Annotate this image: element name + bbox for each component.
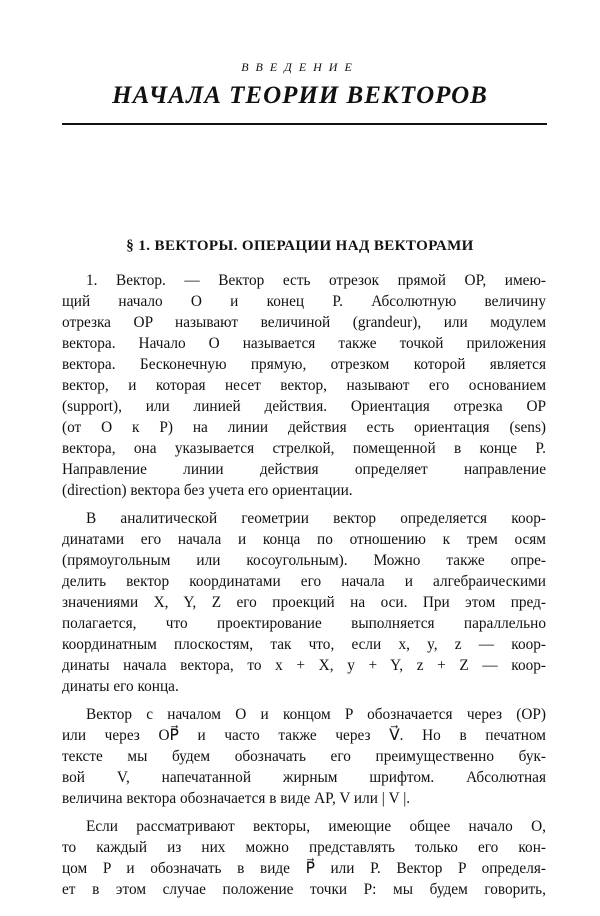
text-line: Направление линии действия определяет направление [62,461,546,478]
text-line: щий начало O и конец P. Абсолютную величину [62,293,546,310]
text-line: В аналитической геометрии вектор определяется коор- [86,510,546,527]
paragraph-4 [62,816,546,900]
text-line: вектор, и которая несет вектор, называют его основанием [62,377,546,394]
text-line: вой V, напечатанной жирным шрифтом. Абсолютная [62,769,546,786]
chapter-label: ВВЕДЕНИЕ [241,60,359,74]
text-line: вектора, она указывается стрелкой, помещенной в конце P. [62,440,546,457]
text-line: Если рассматривают векторы, имеющие общее начало O, [86,818,546,835]
text-line: (support), или линией действия. Ориентация отрезка OP [62,398,546,415]
text-line: делить вектор координатами его начала и алгебраическими [62,573,546,590]
text-line: динаты начала вектора, то x + X, y + Y, z + Z — коор- [62,657,546,674]
chapter-title: НАЧАЛА ТЕОРИИ ВЕКТОРОВ [112,82,488,109]
paragraph-1 [62,270,546,501]
text-line: цом P и обозначать в виде P⃗ или P. Вектор P определя- [62,860,546,877]
text-line: динаты его конца. [62,678,179,695]
title-divider [62,123,547,125]
text-line: величина вектора обозначается в виде AP, V или | V |. [62,790,411,807]
section-heading: § 1. ВЕКТОРЫ. ОПЕРАЦИИ НАД ВЕКТОРАМИ [126,238,474,254]
text-line: (прямоугольным или косоугольным). Можно также опре- [62,552,546,569]
paragraph-3 [62,704,546,809]
text-line: динатами его начала и конца по отношению к трем осям [62,531,546,548]
text-line: вектора. Начало O называется также точкой приложения [62,335,546,352]
text-line: полагается, что проектирование выполняется параллельно [62,615,546,632]
text-line: Вектор с началом O и концом P обозначается через (OP) [86,706,546,723]
text-line: (от O к P) на линии действия есть ориентация (sens) [62,419,546,436]
text-line: вектора. Бесконечную прямую, отрезком которой является [62,356,546,373]
text-line: значениями X, Y, Z его проекций на оси. При этом пред- [62,594,546,611]
text-line: то каждый из них можно представлять только его кон- [62,839,546,856]
paragraph-2 [62,508,546,697]
text-line: тексте мы будем обозначать его преимущественно бук- [62,748,546,765]
body-text [62,270,546,900]
text-line: ет в этом случае положение точки P: мы будем говорить, [62,881,546,898]
text-line: координатным плоскостям, так что, если x, y, z — коор- [62,636,546,653]
text-line: (direction) вектора без учета его ориентации. [62,482,353,499]
text-line: отрезка OP называют величиной (grandeur), или модулем [62,314,546,331]
text-line: 1. Вектор. — Вектор есть отрезок прямой OP, имею- [86,272,546,289]
text-line: или через OP⃗ и часто также через V⃗. Но в печатном [62,727,546,744]
